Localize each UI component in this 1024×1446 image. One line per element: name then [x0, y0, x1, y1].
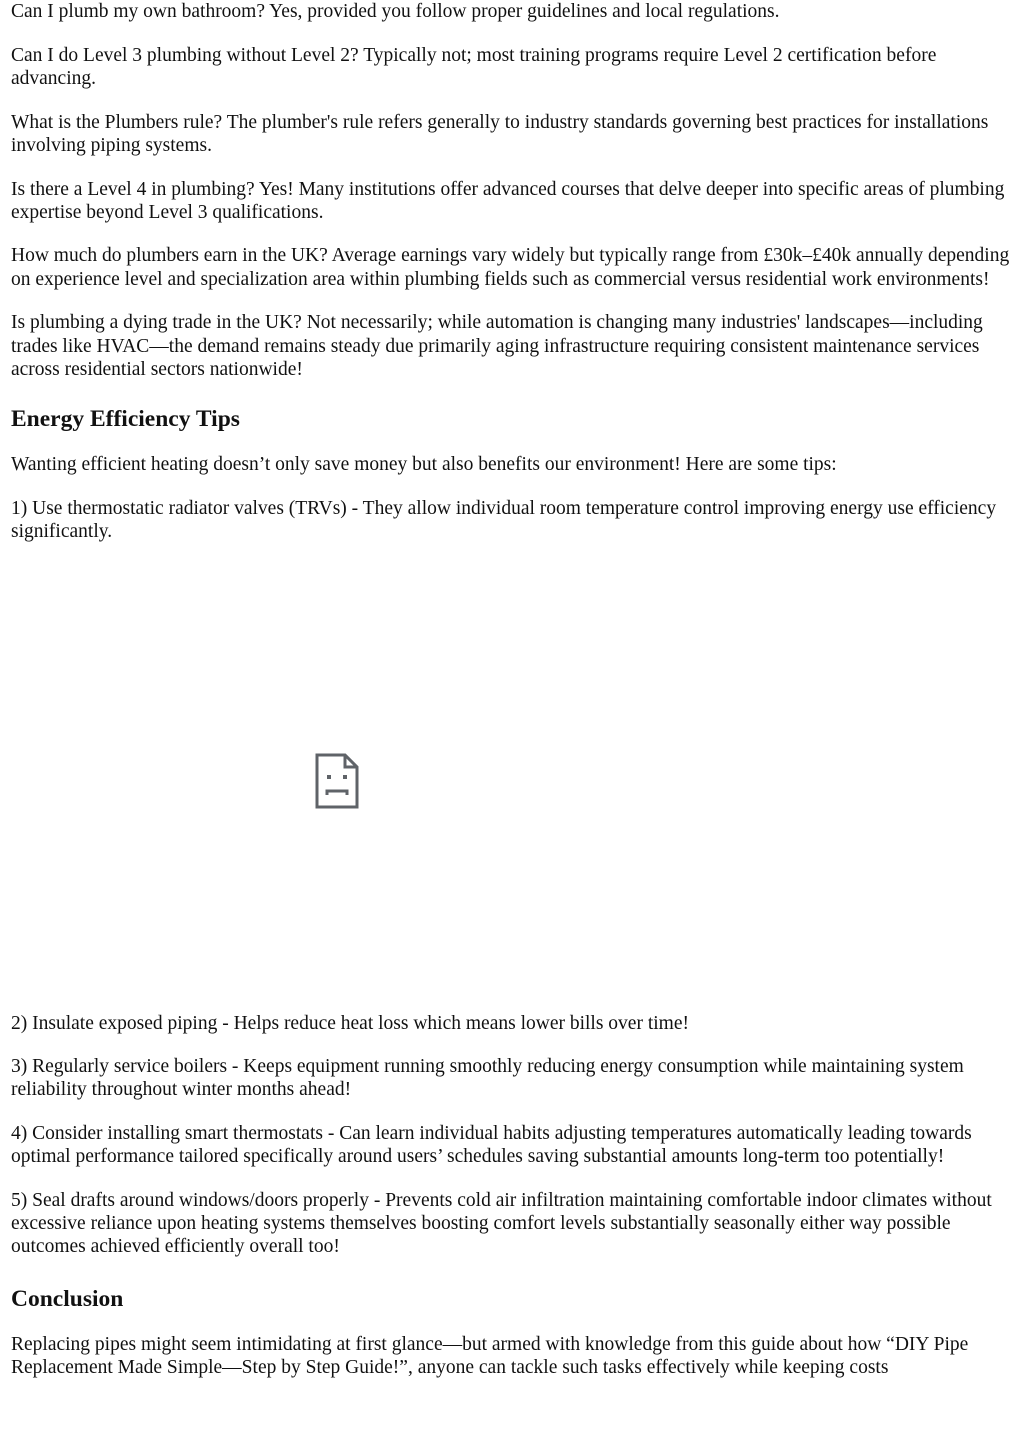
energy-tips-continued: [11, 1012, 1017, 1259]
faq-item: How much do plumbers earn in the UK? Average earnings vary widely but typically range from £30k–£40k annually depending on experience level and specialization area within plumbing fields such as commercial versus residential work environments!: [11, 245, 1010, 290]
faq-item: Can I plumb my own bathroom? Yes, provided you follow proper guidelines and local regulations.: [11, 1, 780, 22]
faq-item: Can I do Level 3 plumbing without Level 2? Typically not; most training programs require Level 2 certification before advancing.: [11, 44, 937, 89]
faq-item: What is the Plumbers rule? The plumber's rule refers generally to industry standards governing best practices for installations involving piping systems.: [11, 111, 989, 156]
article-body: [11, 0, 1017, 1379]
tip-item: 2) Insulate exposed piping - Helps reduce heat loss which means lower bills over time!: [11, 1012, 689, 1034]
tip-item: 4) Consider installing smart thermostats - Can learn individual habits adjusting temperatures automatically leading towards optimal performance tailored specifically around users’ schedules saving substantial amounts long-term too potentially!: [11, 1123, 972, 1168]
conclusion-text: Replacing pipes might seem intimidating at first glance—but armed with knowledge from this guide about how “DIY Pipe Replacement Made Simple—Step by Step Guide!”, anyone can tackle such tasks effectively while keeping costs: [11, 1333, 969, 1378]
faq-section: [11, 0, 1017, 381]
energy-tips-section: [11, 453, 1017, 543]
tip-item: 1) Use thermostatic radiator valves (TRVs) - They allow individual room temperature control improving energy use efficiency significantly.: [11, 497, 997, 542]
energy-intro: Wanting efficient heating doesn’t only save money but also benefits our environment! Here are some tips:: [11, 453, 837, 475]
faq-item: Is there a Level 4 in plumbing? Yes! Many institutions offer advanced courses that delve deeper into specific areas of plumbing expertise beyond Level 3 qualifications.: [11, 178, 1005, 223]
energy-heading: Energy Efficiency Tips: [11, 405, 240, 432]
tip-item: 3) Regularly service boilers - Keeps equipment running smoothly reducing energy consumption while maintaining system reliability throughout winter months ahead!: [11, 1056, 964, 1101]
broken-image-icon: [315, 753, 359, 809]
tip-item: 5) Seal drafts around windows/doors properly - Prevents cold air infiltration maintaining comfortable indoor climates without excessive reliance upon heating systems themselves boosting comfort levels substantially seasonally either way possible outcomes achieved efficiently overall too!: [11, 1190, 992, 1258]
article-image: [11, 560, 701, 992]
faq-item: Is plumbing a dying trade in the UK? Not necessarily; while automation is changing many industries' landscapes—including trades like HVAC—the demand remains steady due primarily aging infrastructure requiring consistent maintenance services across residential sectors nationwide!: [11, 312, 983, 380]
conclusion-heading: Conclusion: [11, 1285, 124, 1312]
